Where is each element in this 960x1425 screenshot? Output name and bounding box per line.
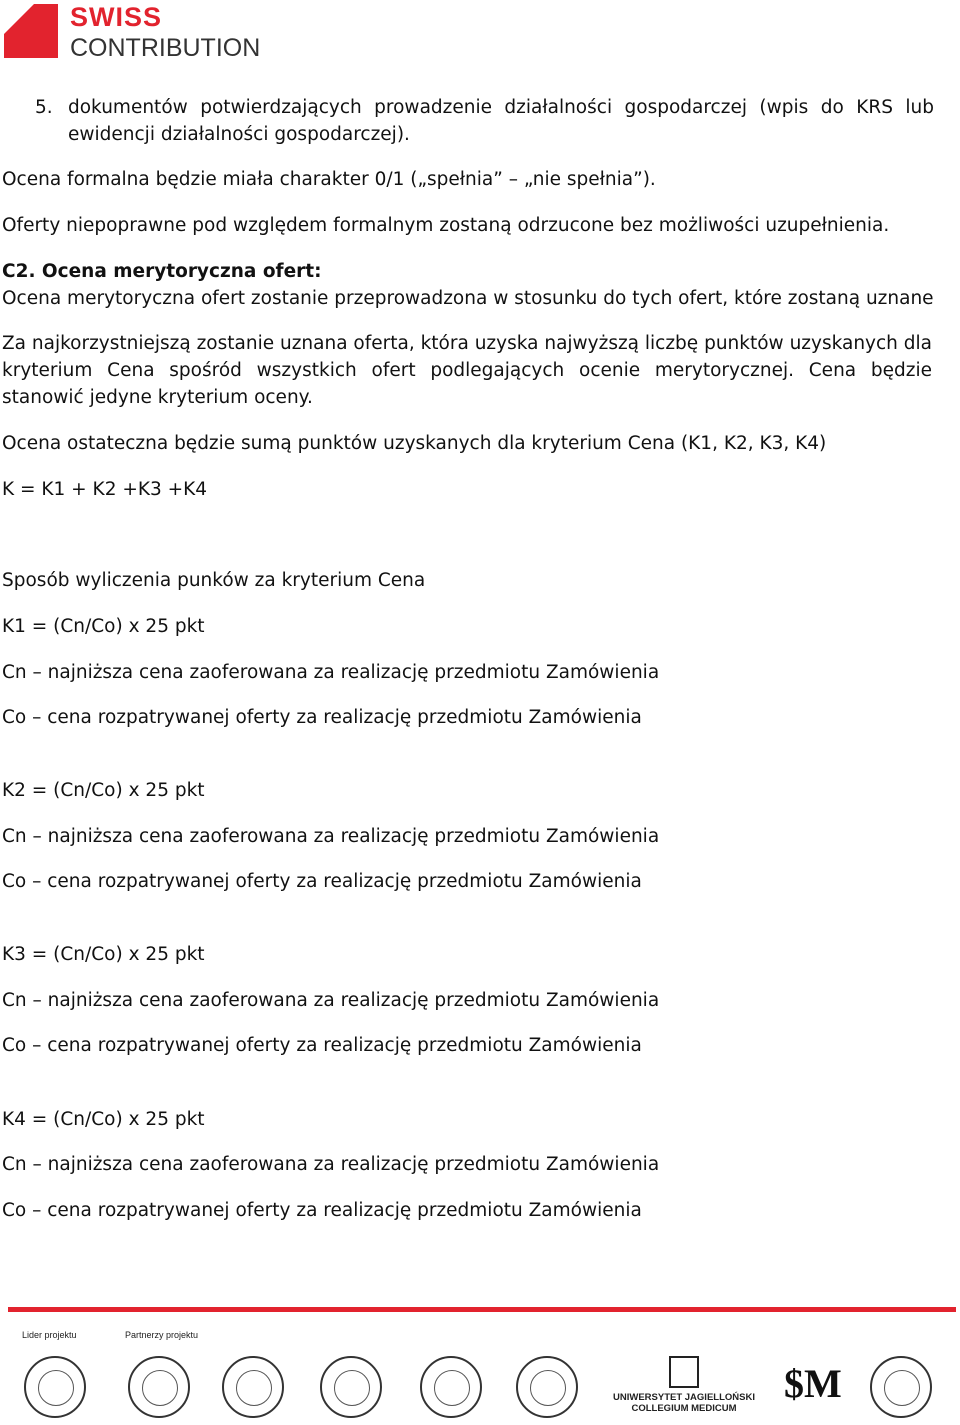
criterion-k1-cn: Cn – najniższa cena zaoferowana za realizację przedmiotu Zamówienia [2, 662, 660, 683]
logo-red-square-icon [4, 4, 58, 58]
sum-logo-icon: $M [784, 1361, 842, 1406]
criterion-k1-formula: K1 = (Cn/Co) x 25 pkt [2, 616, 205, 637]
jagiellonian-crest-icon [669, 1356, 699, 1388]
pum-seal-icon [128, 1356, 190, 1418]
partners-label: Partnerzy projektu [125, 1330, 199, 1340]
swiss-contribution-logo [4, 4, 274, 60]
leader-seal-icon [24, 1356, 86, 1418]
lublin-university-seal-icon [516, 1356, 578, 1418]
criterion-k3-formula: K3 = (Cn/Co) x 25 pkt [2, 944, 205, 965]
criterion-k4-co: Co – cena rozpatrywanej oferty za realizację przedmiotu Zamówienia [2, 1200, 642, 1221]
jagiellonian-logo [610, 1356, 758, 1420]
criterion-k4-cn: Cn – najniższa cena zaoferowana za realizację przedmiotu Zamówienia [2, 1154, 660, 1175]
warsaw-university-seal-icon [420, 1356, 482, 1418]
section-heading: C2. Ocena merytoryczna ofert: [2, 261, 322, 282]
total-formula: K = K1 + K2 +K3 +K4 [2, 479, 208, 500]
list-item-text: dokumentów potwierdzających prowadzenie działalności gospodarczej (wpis do KRS lub ewidencji działalności gospodarczej). [68, 97, 934, 145]
criterion-k2-formula: K2 = (Cn/Co) x 25 pkt [2, 780, 205, 801]
calculation-method-heading: Sposób wyliczenia punków za kryterium Cena [2, 570, 426, 591]
criterion-k2-cn: Cn – najniższa cena zaoferowana za realizację przedmiotu Zamówienia [2, 826, 660, 847]
leader-label: Lider projektu [22, 1330, 77, 1340]
criterion-k4-formula: K4 = (Cn/Co) x 25 pkt [2, 1109, 205, 1130]
merit-assessment-text: Ocena merytoryczna ofert zostanie przeprowadzona w stosunku do tych ofert, które zostaną uznane [2, 288, 934, 309]
criterion-k1-co: Co – cena rozpatrywanej oferty za realizację przedmiotu Zamówienia [2, 707, 642, 728]
bialystok-university-seal-icon [320, 1356, 382, 1418]
final-score-text: Ocena ostateczna będzie sumą punktów uzyskanych dla kryterium Cena (K1, K2, K3, K4) [2, 433, 827, 454]
formal-assessment-text: Ocena formalna będzie miała charakter 0/1 („spełnia” – „nie spełnia”). [2, 169, 656, 190]
list-item-number: 5. [35, 97, 53, 118]
criterion-k3-co: Co – cena rozpatrywanej oferty za realizację przedmiotu Zamówienia [2, 1035, 642, 1056]
gdansk-university-seal-icon [222, 1356, 284, 1418]
criterion-k3-cn: Cn – najniższa cena zaoferowana za realizację przedmiotu Zamówienia [2, 990, 660, 1011]
rejection-note: Oferty niepoprawne pod względem formalnym zostaną odrzucone bez możliwości uzupełnienia. [2, 215, 890, 236]
footer-divider [8, 1307, 956, 1312]
criterion-k2-co: Co – cena rozpatrywanej oferty za realizację przedmiotu Zamówienia [2, 871, 642, 892]
opole-seal-icon [870, 1356, 932, 1418]
uj-line-2: COLLEGIUM MEDICUM [631, 1403, 737, 1414]
best-offer-paragraph: Za najkorzystniejszą zostanie uznana oferta, która uzyska najwyższą liczbę punktów uzyskanych dla kryterium Cena spośród wszystkich ofert podlegających ocenie merytorycznej. Cena będzie stanowić jedyne kryterium oceny. [2, 333, 932, 408]
logo-text-contribution: CONTRIBUTION [70, 34, 261, 62]
uj-line-1: UNIWERSYTET JAGIELLOŃSKI [613, 1392, 755, 1403]
logo-text-swiss: SWISS [70, 2, 163, 32]
